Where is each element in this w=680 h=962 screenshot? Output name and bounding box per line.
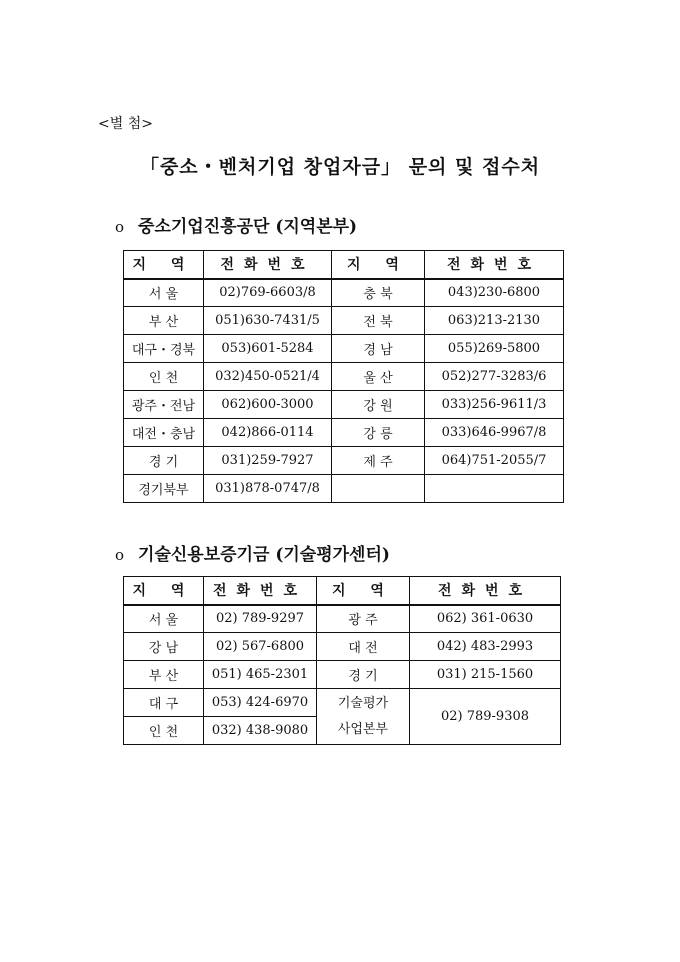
phone-cell: 042)866-0114 xyxy=(204,419,332,447)
column-header-phone: 전화번호 xyxy=(410,577,561,605)
region-cell: 광 주 xyxy=(317,605,410,633)
region-cell: 제 주 xyxy=(332,447,425,475)
merged-phone-cell: 02) 789-9308 xyxy=(410,689,561,745)
phone-cell: 055)269-5800 xyxy=(425,335,564,363)
document-title: 「중소・벤처기업 창업자금」 문의 및 접수처 xyxy=(139,156,541,178)
phone-cell: 051)630-7431/5 xyxy=(204,307,332,335)
phone-cell: 033)256-9611/3 xyxy=(425,391,564,419)
column-header-region: 지 역 xyxy=(124,577,204,605)
region-cell: 경 남 xyxy=(332,335,425,363)
merged-region-line1: 기술평가 xyxy=(337,695,389,711)
region-cell: 광주・전남 xyxy=(124,391,204,419)
merged-region-line2: 사업본부 xyxy=(337,721,389,737)
table-row xyxy=(124,605,561,633)
phone-cell: 032) 438-9080 xyxy=(204,717,317,745)
phone-cell: 031)259-7927 xyxy=(204,447,332,475)
region-cell: 대구・경북 xyxy=(124,335,204,363)
phone-cell: 063)213-2130 xyxy=(425,307,564,335)
bullet-icon: o xyxy=(115,218,125,236)
table-row xyxy=(124,363,564,391)
table-row xyxy=(124,335,564,363)
region-cell: 강 남 xyxy=(124,633,204,661)
table-row xyxy=(124,419,564,447)
region-cell: 대 전 xyxy=(317,633,410,661)
phone-cell: 033)646-9967/8 xyxy=(425,419,564,447)
table-row xyxy=(124,447,564,475)
phone-cell: 053) 424-6970 xyxy=(204,689,317,717)
phone-cell xyxy=(425,475,564,503)
region-cell: 대 구 xyxy=(124,689,204,717)
column-header-phone: 전화번호 xyxy=(204,251,332,279)
region-cell: 서 울 xyxy=(124,605,204,633)
column-header-region: 지 역 xyxy=(332,251,425,279)
region-cell: 인 천 xyxy=(124,717,204,745)
section2-heading-text: 기술신용보증기금 (기술평가센터) xyxy=(138,545,390,565)
section1-heading-text: 중소기업진흥공단 (지역본부) xyxy=(138,217,358,237)
bullet-icon: o xyxy=(115,546,125,564)
phone-cell: 051) 465-2301 xyxy=(204,661,317,689)
attachment-label: <별 첨> xyxy=(98,116,153,132)
table-row xyxy=(124,279,564,307)
table-header-row xyxy=(124,577,561,605)
phone-cell: 031)878-0747/8 xyxy=(204,475,332,503)
region-cell: 부 산 xyxy=(124,307,204,335)
column-header-phone: 전화번호 xyxy=(204,577,317,605)
phone-cell: 02)769-6603/8 xyxy=(204,279,332,307)
merged-region-cell xyxy=(317,689,410,745)
region-cell: 울 산 xyxy=(332,363,425,391)
column-header-region: 지 역 xyxy=(317,577,410,605)
column-header-phone: 전화번호 xyxy=(425,251,564,279)
region-cell: 부 산 xyxy=(124,661,204,689)
column-header-region: 지 역 xyxy=(124,251,204,279)
phone-cell: 031) 215-1560 xyxy=(410,661,561,689)
table-row xyxy=(124,633,561,661)
phone-cell: 043)230-6800 xyxy=(425,279,564,307)
phone-cell: 053)601-5284 xyxy=(204,335,332,363)
table-row xyxy=(124,391,564,419)
phone-cell: 062) 361-0630 xyxy=(410,605,561,633)
region-cell: 강 원 xyxy=(332,391,425,419)
phone-cell: 062)600-3000 xyxy=(204,391,332,419)
table-row xyxy=(124,475,564,503)
region-cell: 대전・충남 xyxy=(124,419,204,447)
table-row xyxy=(124,689,561,717)
table-row xyxy=(124,661,561,689)
region-cell: 충 북 xyxy=(332,279,425,307)
table-row xyxy=(124,307,564,335)
phone-cell: 042) 483-2993 xyxy=(410,633,561,661)
section2-heading xyxy=(115,540,390,565)
phone-cell: 032)450-0521/4 xyxy=(204,363,332,391)
phone-cell: 02) 567-6800 xyxy=(204,633,317,661)
region-cell: 경기북부 xyxy=(124,475,204,503)
region-cell: 경 기 xyxy=(124,447,204,475)
region-cell: 전 북 xyxy=(332,307,425,335)
region-cell: 인 천 xyxy=(124,363,204,391)
kibo-contact-table xyxy=(123,576,561,745)
sbc-contact-table xyxy=(123,250,564,503)
phone-cell: 064)751-2055/7 xyxy=(425,447,564,475)
table-header-row xyxy=(124,251,564,279)
region-cell: 강 릉 xyxy=(332,419,425,447)
region-cell xyxy=(332,475,425,503)
region-cell: 경 기 xyxy=(317,661,410,689)
phone-cell: 052)277-3283/6 xyxy=(425,363,564,391)
section1-heading xyxy=(115,212,357,237)
region-cell: 서 울 xyxy=(124,279,204,307)
phone-cell: 02) 789-9297 xyxy=(204,605,317,633)
